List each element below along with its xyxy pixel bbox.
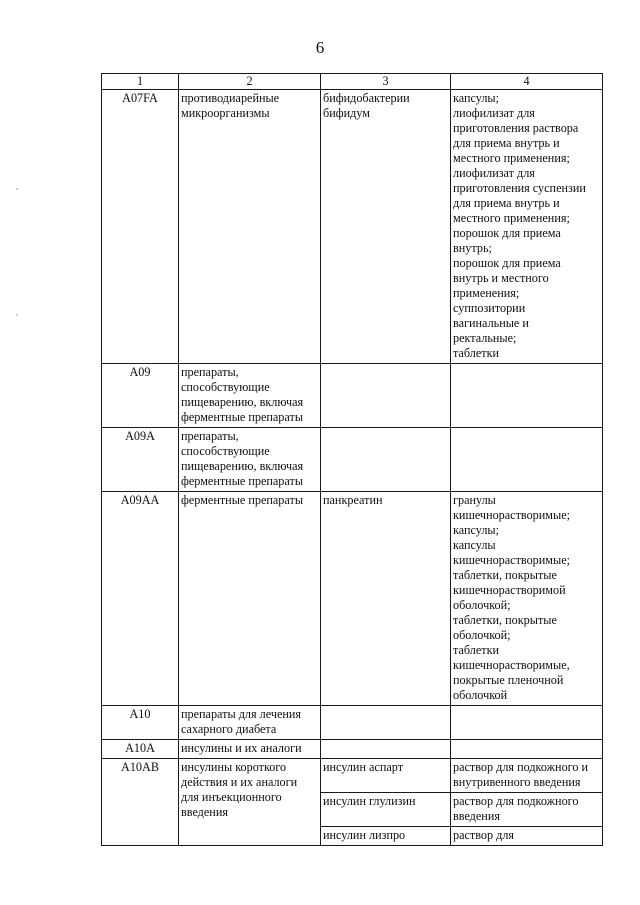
dosage-forms-cell: раствор для [451, 827, 603, 846]
drug-name-cell [321, 706, 451, 740]
drug-name-cell: панкреатин [321, 492, 451, 706]
drug-name-cell: бифидобактерии бифидум [321, 90, 451, 364]
column-header: 1 [102, 74, 179, 90]
dosage-forms-cell: раствор для подкожного и внутривенного введения [451, 759, 603, 793]
dosage-forms-cell [451, 740, 603, 759]
drug-name-cell [321, 364, 451, 428]
column-header: 3 [321, 74, 451, 90]
header-row [102, 74, 603, 90]
page-number: 6 [315, 38, 325, 57]
group-cell: инсулины и их аналоги [179, 740, 321, 759]
group-cell: противодиарейные микроорганизмы [179, 90, 321, 364]
column-header: 4 [451, 74, 603, 90]
dosage-forms-cell [451, 706, 603, 740]
group-cell: инсулины короткого действия и их аналоги для инъекционного введения [179, 759, 321, 846]
drug-name-cell: инсулин лизпро [321, 827, 451, 846]
drug-name-cell: инсулин аспарт [321, 759, 451, 793]
atc-code-cell: A07FA [102, 90, 179, 364]
table-row [102, 740, 603, 759]
table-row [102, 428, 603, 492]
column-header: 2 [179, 74, 321, 90]
table-row [102, 706, 603, 740]
dosage-forms-cell [451, 364, 603, 428]
table-row [102, 364, 603, 428]
atc-code-cell: A10 [102, 706, 179, 740]
atc-code-cell: A09 [102, 364, 179, 428]
drug-name-cell [321, 428, 451, 492]
table-row [102, 90, 603, 364]
group-cell: препараты для лечения сахарного диабета [179, 706, 321, 740]
dosage-forms-cell: раствор для подкожного введения [451, 793, 603, 827]
table-row [102, 759, 603, 793]
dosage-forms-cell: гранулы кишечнорастворимые; капсулы; капсулы кишечнорастворимые; таблетки, покрытые кишечнорастворимой оболочкой; таблетки, покрытые оболочкой; таблетки кишечнорастворимые, покрытые пленочной оболочкой [451, 492, 603, 706]
group-cell: препараты, способствующие пищеварению, включая ферментные препараты [179, 428, 321, 492]
group-cell: ферментные препараты [179, 492, 321, 706]
dosage-forms-cell: капсулы; лиофилизат для приготовления раствора для приема внутрь и местного применения; лиофилизат для приготовления суспензии для приема внутрь и местного применения; порошок для приема внутрь; порошок для приема внутрь и местного применения; суппозитории вагинальные и ректальные; таблетки [451, 90, 603, 364]
drug-name-cell [321, 740, 451, 759]
drug-name-cell: инсулин глулизин [321, 793, 451, 827]
atc-code-cell: A10A [102, 740, 179, 759]
table-row [102, 492, 603, 706]
dosage-forms-cell [451, 428, 603, 492]
atc-code-cell: A09AA [102, 492, 179, 706]
group-cell: препараты, способствующие пищеварению, включая ферментные препараты [179, 364, 321, 428]
atc-code-cell: A09A [102, 428, 179, 492]
atc-code-cell: A10AB [102, 759, 179, 846]
drug-table [101, 73, 603, 846]
